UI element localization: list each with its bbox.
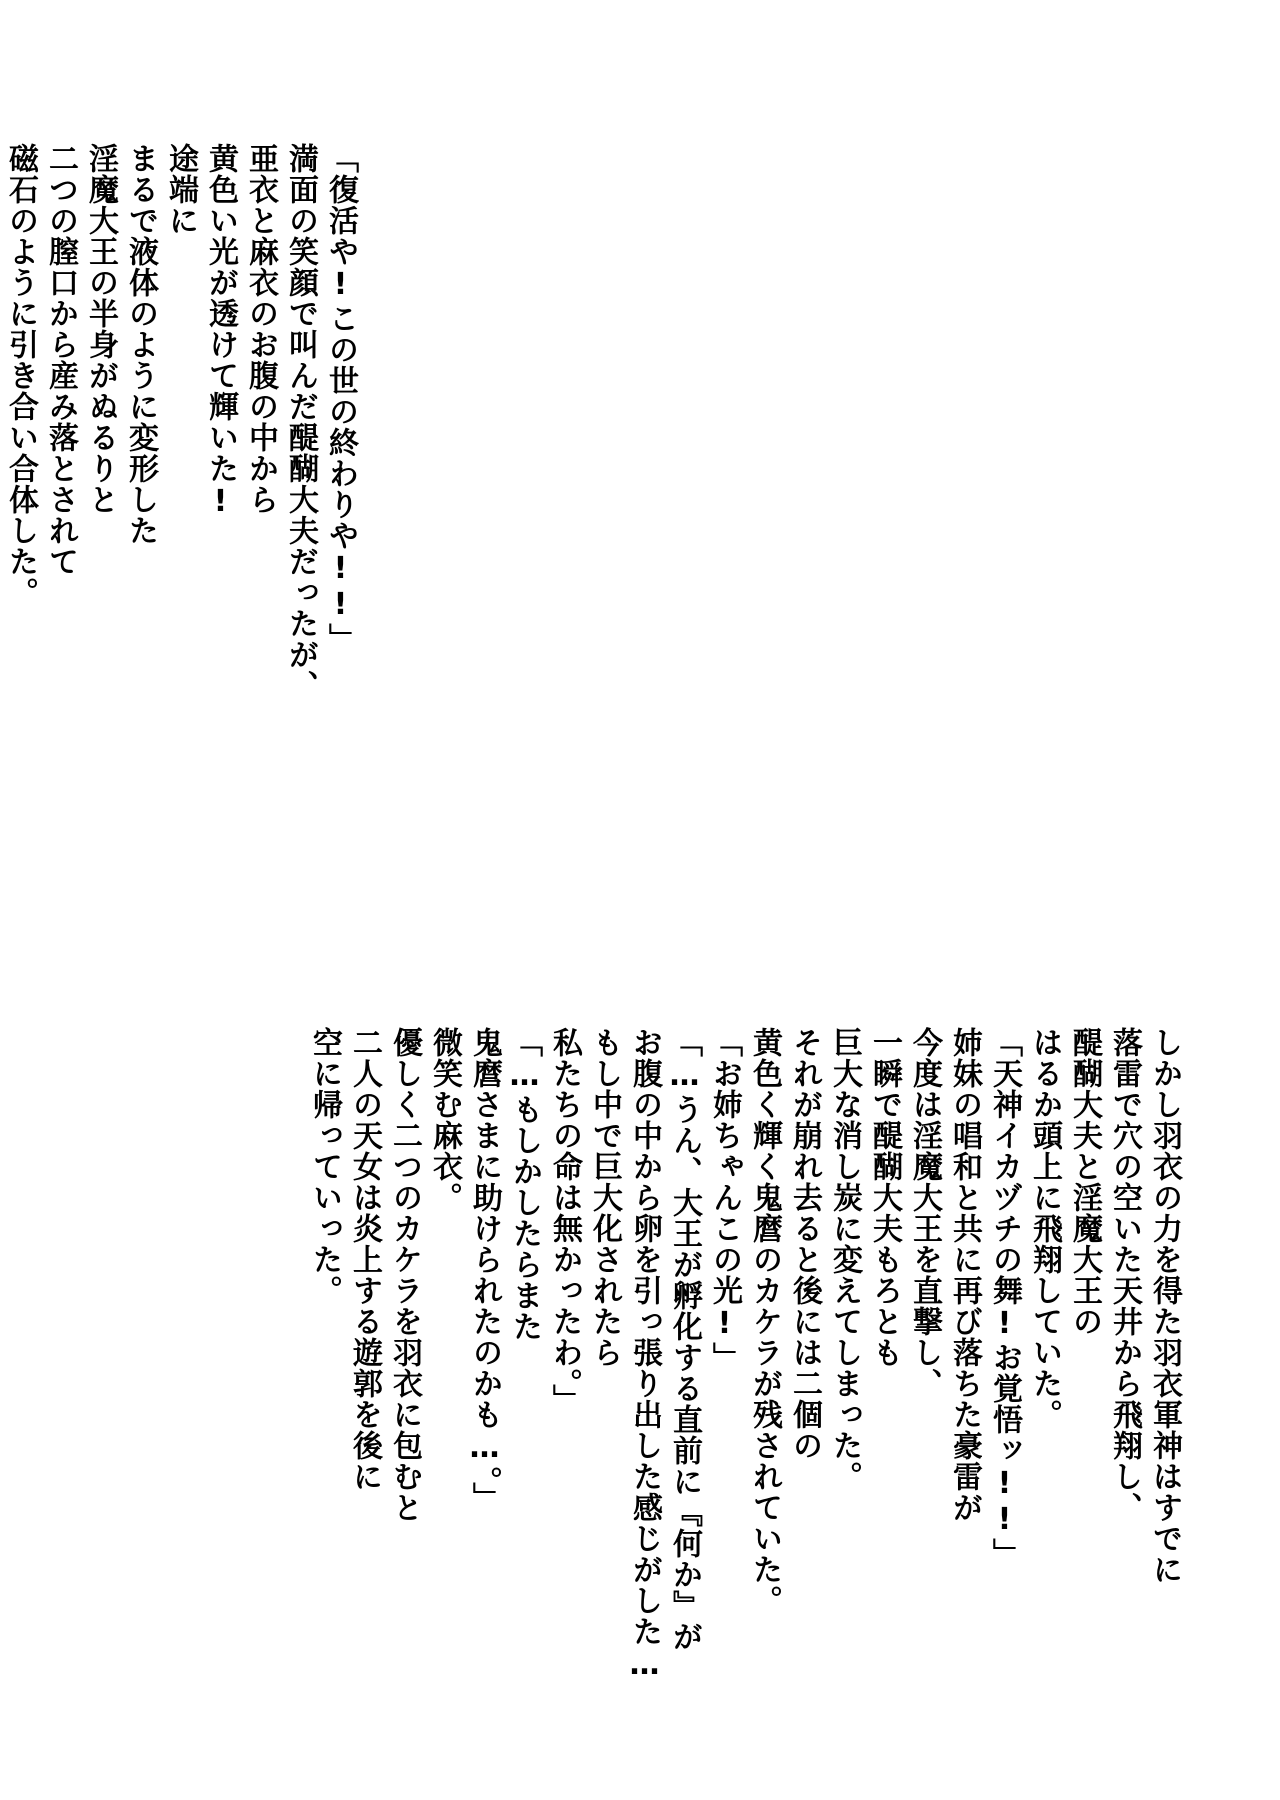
text-line: 落雷で穴の空いた天井から飛翔し、 bbox=[1107, 1027, 1142, 1523]
text-line: それが崩れ去ると後には二個の bbox=[787, 1027, 822, 1461]
text-line: 途端に bbox=[163, 143, 198, 236]
text-line: 黄色く輝く鬼麿のカケラが残されていた。 bbox=[747, 1027, 782, 1616]
text-line: まるで液体のように変形した bbox=[123, 143, 158, 546]
text-line: 姉妹の唱和と共に再び落ちた豪雷が bbox=[947, 1027, 982, 1523]
text-line: 空に帰っていった。 bbox=[307, 1027, 342, 1306]
text-line: もし中で巨大化されたら bbox=[587, 1027, 622, 1368]
text-line: 優しく二つのカケラを羽衣に包むと bbox=[387, 1027, 422, 1523]
text-line: 磁石のように引き合い合体した。 bbox=[3, 143, 38, 608]
text-line: 「…もしかしたらまた bbox=[507, 1027, 542, 1342]
text-line: 一瞬で醍醐大夫もろとも bbox=[867, 1027, 902, 1368]
text-line: 微笑む麻衣。 bbox=[427, 1027, 462, 1213]
text-line: 「…うん、大王が孵化する直前に『何か』が bbox=[667, 1027, 702, 1652]
text-block-bottom bbox=[304, 1027, 1184, 1787]
text-line: 鬼麿さまに助けられたのかも…。」 bbox=[467, 1027, 502, 1513]
text-line: 満面の笑顔で叫んだ醍醐大夫だったが、 bbox=[283, 143, 318, 701]
text-line: 二つの膣口から産み落とされて bbox=[43, 143, 78, 577]
text-line: 黄色い光が透けて輝いた! bbox=[203, 143, 238, 520]
text-line: しかし羽衣の力を得た羽衣軍神はすでに bbox=[1147, 1027, 1182, 1585]
text-line: 「天神イカヅチの舞!お覚悟ッ!!」 bbox=[987, 1027, 1022, 1569]
text-line: 私たちの命は無かったわ。」 bbox=[547, 1027, 582, 1415]
text-block-top bbox=[0, 143, 360, 943]
text-line: 巨大な消し炭に変えてしまった。 bbox=[827, 1027, 862, 1492]
text-line: 醍醐大夫と淫魔大王の bbox=[1067, 1027, 1102, 1337]
text-line: 「復活や!この世の終わりや!!」 bbox=[323, 143, 358, 654]
text-line: はるか頭上に飛翔していた。 bbox=[1027, 1027, 1062, 1430]
text-line: 二人の天女は炎上する遊郭を後に bbox=[347, 1027, 382, 1492]
text-line: 今度は淫魔大王を直撃し、 bbox=[907, 1027, 942, 1399]
text-line: 亜衣と麻衣のお腹の中から bbox=[243, 143, 278, 515]
text-line: 淫魔大王の半身がぬるりと bbox=[83, 143, 118, 515]
text-line: お腹の中から卵を引っ張り出した感じがした… bbox=[627, 1027, 662, 1683]
text-line: 「お姉ちゃんこの光!」 bbox=[707, 1027, 742, 1373]
